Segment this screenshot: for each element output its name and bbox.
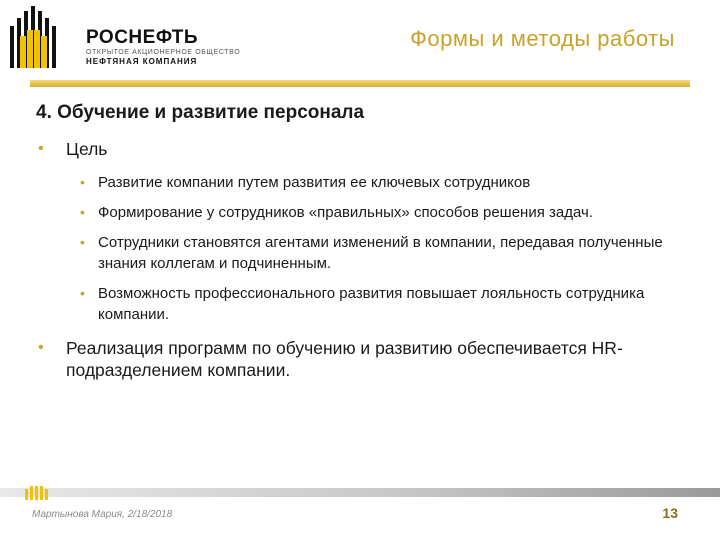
brand-subtitle: ОТКРЫТОЕ АКЦИОНЕРНОЕ ОБЩЕСТВО <box>86 49 241 56</box>
subbullet-item: • Формирование у сотрудников «правильных» способов решения задач. <box>76 202 686 223</box>
bullet-goal: • Цель <box>36 138 686 160</box>
page-number: 13 <box>662 505 678 521</box>
goal-subbullets <box>36 172 686 325</box>
subbullet-item: • Сотрудники становятся агентами изменений в компании, передавая полученные знания коллегам и подчиненным. <box>76 232 686 274</box>
bullet-implementation: • Реализация программ по обучению и развитию обеспечивается HR-подразделением компании. <box>36 337 686 381</box>
slide-body <box>36 138 686 389</box>
footer-emblem-icon <box>24 486 50 500</box>
subbullet-item: • Развитие компании путем развития ее ключевых сотрудников <box>76 172 686 193</box>
subbullet-item: • Возможность профессионального развития повышает лояльность сотрудника компании. <box>76 283 686 325</box>
slide-title: 4. Обучение и развитие персонала <box>36 102 365 123</box>
brand-name: РОСНЕФТЬ <box>86 27 199 48</box>
footer-band <box>0 488 720 497</box>
brand-tagline: НЕФТЯНАЯ КОМПАНИЯ <box>86 57 198 66</box>
header-divider <box>30 80 690 87</box>
rosneft-emblem-icon <box>8 6 68 68</box>
footer-author: Мартынова Мария, 2/18/2018 <box>32 509 173 520</box>
section-title: Формы и методы работы <box>410 26 675 51</box>
rosneft-logo <box>8 6 241 68</box>
